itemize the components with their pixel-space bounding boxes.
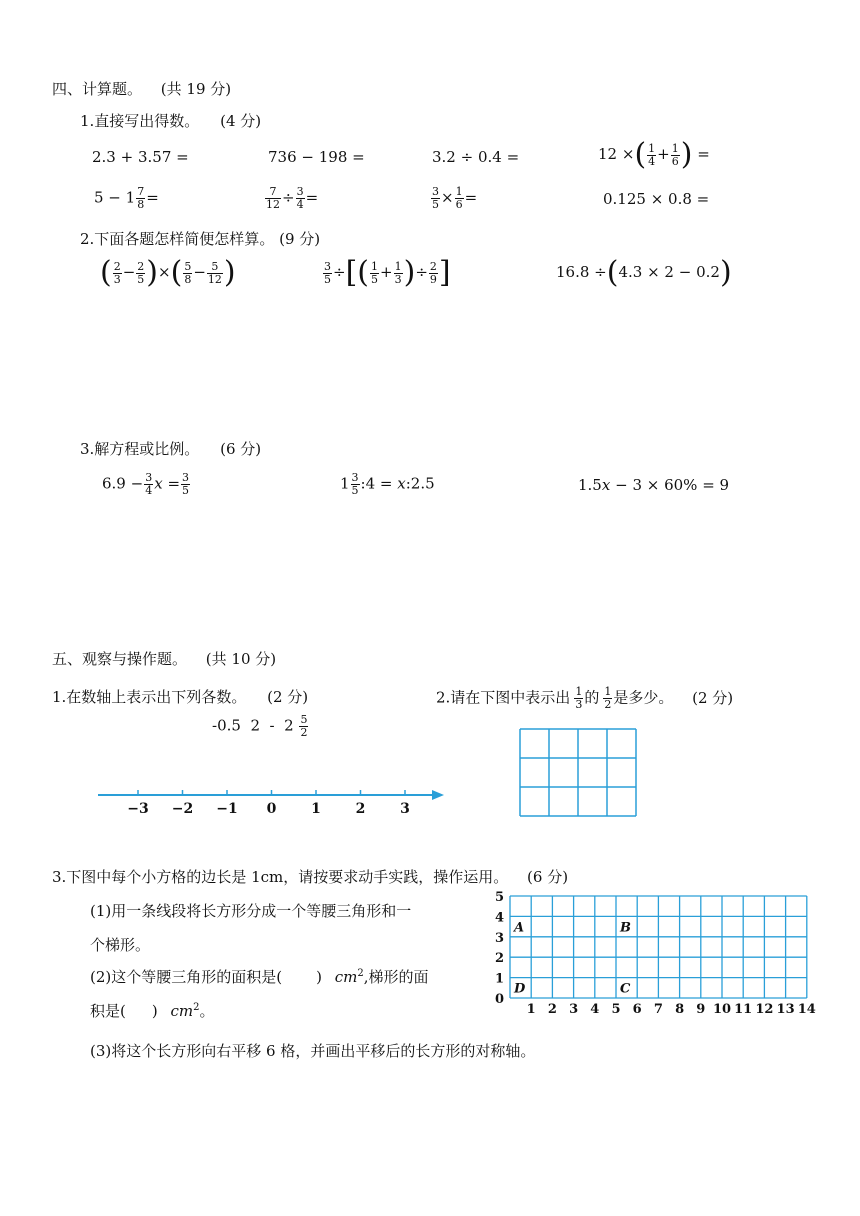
- section4-heading: 四、计算题。 (共 19 分): [52, 80, 232, 98]
- q2-expr-3: 16.8 ÷(4.3 × 2 − 0.2): [556, 255, 732, 290]
- s5q3-heading: 3.下图中每个小方格的边长是 1cm，请按要求动手实践，操作运用。 (6 分): [52, 868, 569, 886]
- s5q1-numbers: -0.5 2 - 2 $\frac{5}{2}$: [212, 713, 308, 739]
- s5q3-p2b: 积是( ) $cm^2$。: [90, 1002, 215, 1020]
- q1-r2-a: 5 − 1 $\frac{7}{8}$ =: [94, 185, 159, 211]
- s5q1-heading: 1.在数轴上表示出下列各数。 (2 分): [52, 688, 309, 706]
- q1-r2-d: 0.125 × 0.8 =: [603, 190, 710, 208]
- q1-r2-c: $\frac{3}{5}$ × $\frac{1}{6}$ =: [432, 185, 478, 211]
- q1-heading: 1.直接写出得数。 (4 分): [80, 112, 262, 130]
- number-line-tick-label: 3: [400, 801, 410, 817]
- rectangle-grid[interactable]: [490, 888, 820, 1020]
- x-tick-label: 5: [611, 1002, 621, 1017]
- s5q3-p3: (3)将这个长方形向右平移 6 格，并画出平移后的长方形的对称轴。: [90, 1042, 536, 1060]
- x-tick-label: 1: [526, 1002, 536, 1017]
- x-tick-label: 12: [755, 1002, 774, 1017]
- q2-heading: 2.下面各题怎样简便怎样算。 (9 分): [80, 230, 321, 248]
- q2-expr-2: $\frac{3}{5}$ ÷[( $\frac{1}{5}$ + $\frac{1}{3}$ )÷ $\frac{2}{9}$ ]: [324, 255, 451, 290]
- number-line-tick-label: 2: [355, 801, 366, 817]
- y-tick-label: 0: [494, 992, 504, 1007]
- q3-eq-2: 1 $\frac{3}{5}$ :4 = x:2.5: [340, 471, 435, 497]
- x-tick-label: 9: [696, 1002, 706, 1017]
- point-label-a: A: [514, 920, 525, 936]
- y-tick-label: 3: [494, 930, 504, 946]
- number-line: [96, 780, 448, 820]
- point-label-b: B: [620, 920, 631, 936]
- s5q3-p2: (2)这个等腰三角形的面积是( ) $cm^2$,梯形的面: [90, 968, 429, 986]
- number-line-tick-label: 1: [311, 801, 321, 817]
- x-tick-label: 13: [776, 1002, 795, 1017]
- x-tick-label: 8: [675, 1002, 685, 1017]
- x-tick-label: 14: [797, 1002, 816, 1017]
- x-tick-label: 6: [632, 1002, 642, 1017]
- y-tick-label: 1: [494, 971, 504, 987]
- q2-expr-1: ( $\frac{2}{3}$ − $\frac{2}{5}$ )×( $\frac{5}{8}$ − $\frac{5}{12}$ ): [100, 255, 236, 290]
- y-tick-label: 5: [494, 890, 504, 905]
- y-tick-label: 2: [494, 951, 504, 967]
- x-tick-label: 4: [590, 1002, 600, 1017]
- fraction-grid[interactable]: [518, 727, 638, 819]
- x-tick-label: 7: [653, 1002, 663, 1017]
- q3-eq-3: 1.5x − 3 × 60% = 9: [578, 476, 730, 494]
- q1-r1-b: 736 − 198 =: [268, 148, 365, 166]
- number-line-tick-label: −2: [171, 801, 194, 817]
- number-line-tick-label: −1: [216, 801, 238, 817]
- s5q3-p1b: 个梯形。: [90, 936, 151, 954]
- number-line-tick-label: −3: [127, 801, 149, 817]
- x-tick-label: 10: [712, 1002, 732, 1017]
- q1-r1-a: 2.3 + 3.57 =: [92, 148, 189, 166]
- section5-heading: 五、观察与操作题。 (共 10 分): [52, 650, 277, 668]
- number-line-arrow: [432, 790, 444, 800]
- q1-r2-b: $\frac{7}{12}$ ÷ $\frac{3}{4}$ =: [266, 185, 319, 211]
- q3-eq-1: 6.9 − $\frac{3}{4}$ x = $\frac{3}{5}$: [102, 471, 190, 497]
- point-label-d: D: [514, 981, 526, 997]
- y-tick-label: 4: [494, 910, 504, 926]
- x-tick-label: 2: [547, 1002, 557, 1017]
- q1-r1-c: 3.2 ÷ 0.4 =: [432, 148, 520, 166]
- s5q2-heading: 2.请在下图中表示出 $\frac{1}{3}$ 的 $\frac{1}{2}$ 是多少。 (2 分): [436, 685, 734, 711]
- s5q3-p1a: (1)用一条线段将长方形分成一个等腰三角形和一: [90, 902, 412, 920]
- q3-heading: 3.解方程或比例。 (6 分): [80, 440, 262, 458]
- x-tick-label: 3: [569, 1002, 579, 1017]
- x-tick-label: 11: [734, 1002, 753, 1017]
- number-line-tick-label: 0: [266, 801, 277, 817]
- point-label-c: C: [620, 981, 631, 997]
- q1-r1-d: 12 ×( $\frac{1}{4}$ + $\frac{1}{6}$ ) =: [598, 137, 710, 172]
